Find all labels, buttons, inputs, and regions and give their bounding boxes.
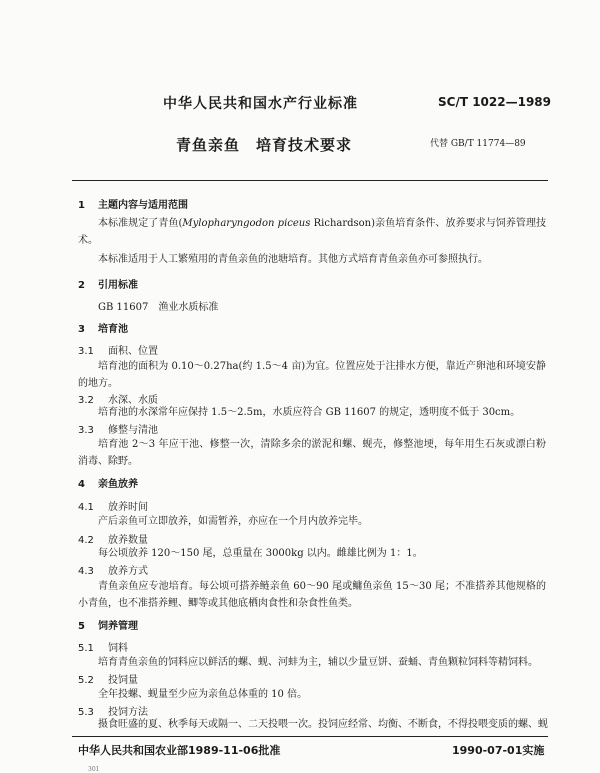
standard-code: SC/T 1022—1989 bbox=[438, 95, 551, 109]
subsection-4-3-heading: 4.3 放养方式 bbox=[78, 566, 148, 577]
subsection-3-3-text: 培育池 2～3 年应干池、修整一次，清除多余的淤泥和螺、蚬壳，修整池埂，每年用生石灰或漂白粉消毒、除野。 bbox=[78, 439, 546, 467]
subsection-4-2-text: 每公顷放养 120～150 尾，总重量在 3000kg 以内。雌雄比例为 1：1。 bbox=[98, 548, 423, 559]
section-heading-4: 4 亲鱼放养 bbox=[78, 479, 138, 490]
header-divider bbox=[72, 180, 548, 181]
subsection-3-3-heading: 3.3 修整与清池 bbox=[78, 425, 158, 436]
document-title: 青鱼亲鱼 培育技术要求 bbox=[176, 136, 353, 154]
implementation-date: 1990-07-01实施 bbox=[452, 744, 545, 757]
reference-standard: GB 11607 渔业水质标准 bbox=[98, 302, 219, 313]
subsection-5-2-text: 全年投螺、蚬量至少应为亲鱼总体重的 10 倍。 bbox=[98, 689, 308, 700]
approval-line: 中华人民共和国农业部1989-11-06批准 bbox=[78, 744, 281, 757]
subsection-3-1-heading: 3.1 面积、位置 bbox=[78, 346, 158, 357]
section-1-application-paragraph: 本标准适用于人工繁殖用的青鱼亲鱼的池塘培育。其他方式培育青鱼亲鱼亦可参照执行。 bbox=[98, 254, 488, 265]
subsection-5-2-heading: 5.2 投饲量 bbox=[78, 675, 138, 686]
section-heading-2: 2 引用标准 bbox=[78, 280, 138, 291]
subsection-3-2-heading: 3.2 水深、水质 bbox=[78, 395, 158, 406]
subsection-4-1-text: 产后亲鱼可立即放养，如需暂养，亦应在一个月内放养完毕。 bbox=[98, 516, 368, 527]
section-heading-5: 5 饲养管理 bbox=[78, 621, 138, 632]
replaces-standard: 代替 GB/T 11774—89 bbox=[430, 139, 526, 149]
subsection-3-1-text: 培育池的面积为 0.10～0.27ha(约 1.5～4 亩)为宜。位置应处于注排水方便，靠近产卵池和环境安静的地方。 bbox=[78, 361, 546, 389]
subsection-3-2-text: 培育池的水深常年应保持 1.5～2.5m，水质应符合 GB 11607 的规定，透明度不低于 30cm。 bbox=[98, 407, 521, 418]
subsection-5-3-text: 摄食旺盛的夏、秋季每天或隔一、二天投喂一次。投饲应经常、均衡、不断食，不得投喂变质的螺、蚬 bbox=[98, 719, 548, 730]
section-heading-1: 1 主题内容与适用范围 bbox=[78, 200, 188, 211]
page-number: 301 bbox=[88, 766, 100, 773]
section-1-scope-paragraph: 本标准规定了青鱼(Mylopharyngodon piceus Richardson)亲鱼培育条件、放养要求与饲养管理技术。 bbox=[78, 218, 547, 246]
subsection-5-1-text: 培育青鱼亲鱼的饲料应以鲜活的螺、蚬、河蚌为主，辅以少量豆饼、蚕蛹、青鱼颗粒饲料等精饲料。 bbox=[98, 657, 538, 668]
footer-divider bbox=[72, 736, 548, 737]
subsection-4-3-text: 青鱼亲鱼应专池培育。每公顷可搭养鲢亲鱼 60～90 尾或鳙鱼亲鱼 15～30 尾；不准搭养其他规格的小青鱼，也不准搭养鲤、鲫等或其他底栖肉食性和杂食性鱼类。 bbox=[78, 581, 546, 609]
subsection-4-2-heading: 4.2 放养数量 bbox=[78, 535, 148, 546]
issuing-authority-title: 中华人民共和国水产行业标准 bbox=[163, 96, 358, 112]
section-heading-3: 3 培育池 bbox=[78, 324, 128, 335]
subsection-5-3-heading: 5.3 投饲方法 bbox=[78, 707, 148, 718]
latin-species-name: Mylopharyngodon piceus bbox=[182, 218, 311, 229]
subsection-5-1-heading: 5.1 饲料 bbox=[78, 643, 128, 654]
subsection-4-1-heading: 4.1 放养时间 bbox=[78, 502, 148, 513]
